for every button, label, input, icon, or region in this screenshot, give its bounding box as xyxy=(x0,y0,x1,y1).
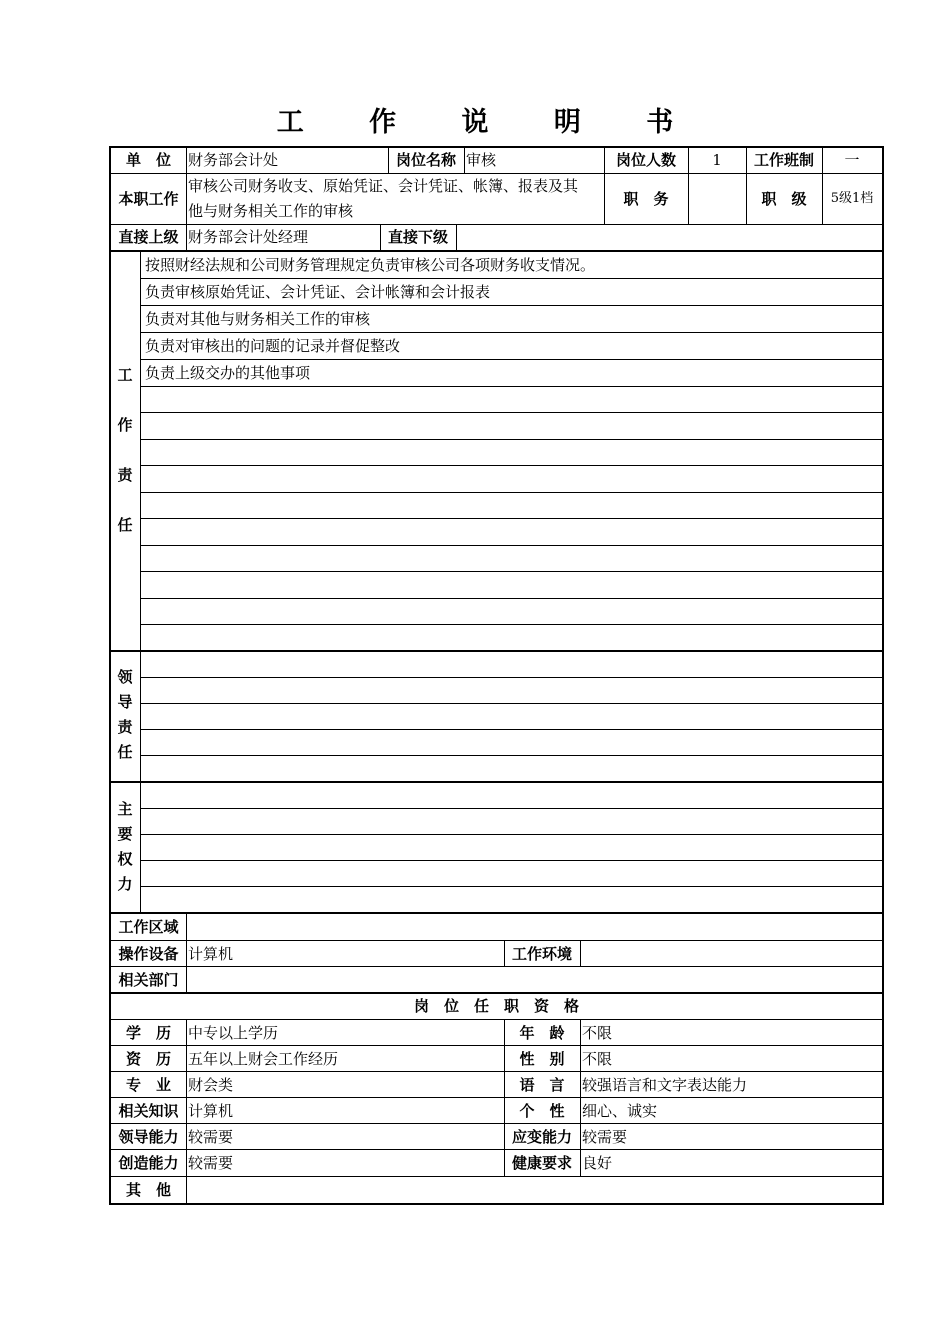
qual-value: 良好 xyxy=(582,1154,613,1172)
grade-value: 5级1档 xyxy=(830,191,874,206)
label-char: 任 xyxy=(117,743,133,761)
qual-value: 不限 xyxy=(582,1050,613,1068)
qual-label: 应变能力 xyxy=(511,1128,572,1146)
label-char: 导 xyxy=(117,693,133,711)
qual-label: 健康要求 xyxy=(511,1154,572,1172)
qual-label: 语 言 xyxy=(519,1076,565,1094)
label-char: 要 xyxy=(117,825,133,843)
qual-label: 创造能力 xyxy=(118,1154,179,1172)
qual-label: 性 别 xyxy=(519,1050,565,1068)
responsibility-row: 按照财经法规和公司财务管理规定负责审核公司各项财务收支情况。 xyxy=(145,256,596,274)
label-char: 权 xyxy=(117,850,133,868)
main-job-line-2: 他与财务相关工作的审核 xyxy=(188,202,354,220)
qual-value: 计算机 xyxy=(188,1102,234,1120)
label-char: 领 xyxy=(117,668,133,686)
label-char: 工 xyxy=(117,366,133,384)
label-char: 力 xyxy=(117,875,133,893)
qual-label: 年 龄 xyxy=(519,1024,565,1042)
label-char: 主 xyxy=(117,800,133,818)
responsibilities-label xyxy=(110,364,140,564)
main-job-line-1: 审核公司财务收支、原始凭证、会计凭证、帐簿、报表及其 xyxy=(188,177,579,195)
unit-value: 财务部会计处 xyxy=(188,151,279,169)
superior-label: 直接上级 xyxy=(118,228,179,246)
page-title: 工 作 说 明 书 xyxy=(276,107,702,138)
environment-label: 工作环境 xyxy=(511,945,572,963)
qual-value: 财会类 xyxy=(188,1076,234,1094)
qual-label: 个 性 xyxy=(519,1102,565,1120)
grade-label: 职 级 xyxy=(761,190,807,208)
qualifications-heading: 岗 位 任 职 资 格 xyxy=(413,997,579,1015)
other-label: 其 他 xyxy=(125,1181,171,1199)
qual-value: 较需要 xyxy=(188,1154,234,1172)
shift-value: 一 xyxy=(844,151,860,169)
duty-value xyxy=(688,174,746,224)
environment-value xyxy=(580,941,882,967)
equipment-label: 操作设备 xyxy=(118,945,179,963)
leadership-label xyxy=(110,666,140,766)
qual-label: 领导能力 xyxy=(118,1128,179,1146)
qual-label: 相关知识 xyxy=(118,1102,179,1120)
duty-label: 职 务 xyxy=(623,190,669,208)
qual-label: 资 历 xyxy=(125,1050,171,1068)
qual-label: 专 业 xyxy=(125,1076,171,1094)
qual-value: 不限 xyxy=(582,1024,613,1042)
work-area-value xyxy=(186,914,882,940)
unit-label: 单 位 xyxy=(125,151,171,169)
qual-value: 中专以上学历 xyxy=(188,1024,279,1042)
post-name-label: 岗位名称 xyxy=(395,151,456,169)
subordinate-label: 直接下级 xyxy=(387,228,448,246)
post-name-value: 审核 xyxy=(466,151,497,169)
label-char: 任 xyxy=(117,516,133,534)
work-area-label: 工作区域 xyxy=(118,918,179,936)
authority-label xyxy=(110,798,140,898)
responsibility-row: 负责审核原始凭证、会计凭证、会计帐簿和会计报表 xyxy=(145,283,491,301)
qual-value: 较强语言和文字表达能力 xyxy=(582,1076,748,1094)
post-count-label: 岗位人数 xyxy=(615,151,676,169)
shift-label: 工作班制 xyxy=(753,151,814,169)
label-char: 作 xyxy=(117,416,133,434)
qual-value: 细心、诚实 xyxy=(582,1102,658,1120)
main-job-label: 本职工作 xyxy=(118,190,179,208)
equipment-value: 计算机 xyxy=(188,945,234,963)
qual-value: 五年以上财会工作经历 xyxy=(188,1050,339,1068)
related-dept-label: 相关部门 xyxy=(118,971,179,989)
label-char: 责 xyxy=(117,718,133,736)
responsibility-row: 负责对其他与财务相关工作的审核 xyxy=(145,310,371,328)
responsibility-row: 负责上级交办的其他事项 xyxy=(145,364,311,382)
responsibility-row: 负责对审核出的问题的记录并督促整改 xyxy=(145,337,401,355)
qual-value: 较需要 xyxy=(582,1128,628,1146)
qual-value: 较需要 xyxy=(188,1128,234,1146)
superior-value: 财务部会计处经理 xyxy=(188,228,309,246)
qual-label: 学 历 xyxy=(125,1024,171,1042)
post-count-value: 1 xyxy=(712,151,722,169)
other-value xyxy=(186,1177,882,1203)
label-char: 责 xyxy=(117,466,133,484)
subordinate-value xyxy=(456,225,882,250)
related-dept-value xyxy=(186,967,882,993)
